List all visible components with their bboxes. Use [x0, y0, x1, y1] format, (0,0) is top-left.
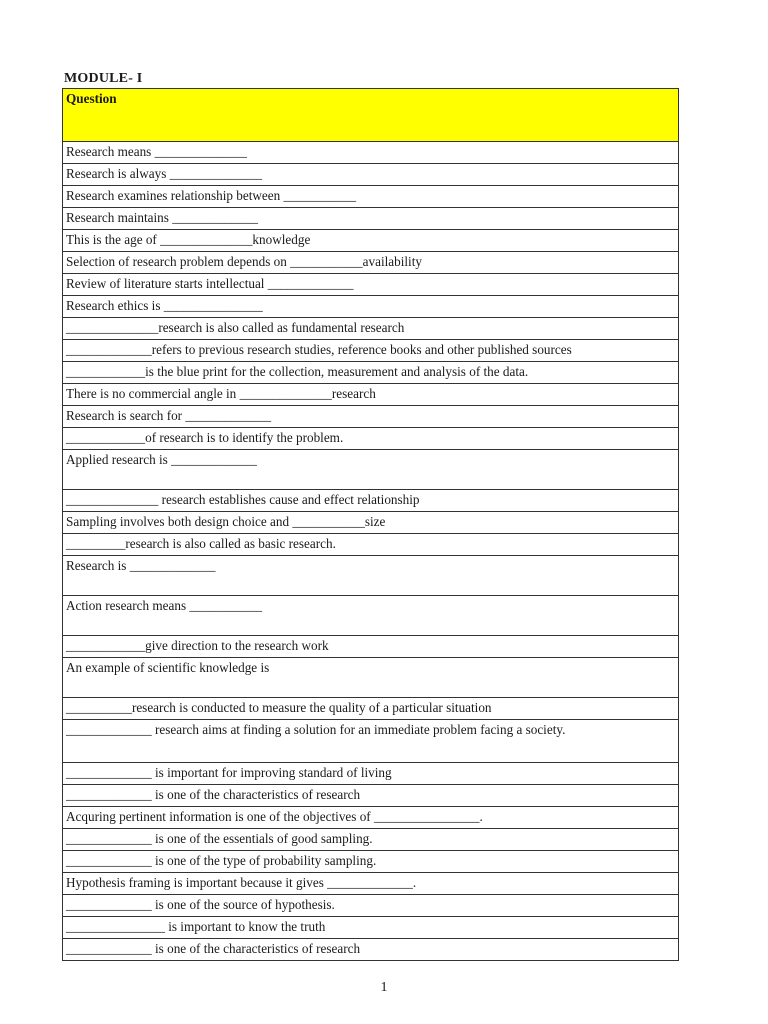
question-cell: Hypothesis framing is important because it gives _____________. [63, 873, 679, 895]
table-row [63, 406, 679, 428]
table-header-cell: Question [63, 89, 679, 142]
question-cell: _____________ is important for improving standard of living [63, 763, 679, 785]
question-cell: Applied research is _____________ [63, 450, 679, 490]
table-row [63, 556, 679, 596]
question-cell: Research examines relationship between ___________ [63, 186, 679, 208]
table-row [63, 851, 679, 873]
table-row [63, 384, 679, 406]
question-cell: _____________ is one of the essentials of good sampling. [63, 829, 679, 851]
table-row [63, 208, 679, 230]
table-row [63, 296, 679, 318]
question-cell: This is the age of ______________knowledge [63, 230, 679, 252]
table-row [63, 698, 679, 720]
question-cell: ____________give direction to the research work [63, 636, 679, 658]
module-title: MODULE- I [64, 71, 143, 86]
question-cell: Acquring pertinent information is one of the objectives of ________________. [63, 807, 679, 829]
table-row [63, 428, 679, 450]
table-row [63, 164, 679, 186]
question-cell: Selection of research problem depends on ___________availability [63, 252, 679, 274]
table-row [63, 895, 679, 917]
question-cell: __________research is conducted to measure the quality of a particular situation [63, 698, 679, 720]
table-row [63, 636, 679, 658]
table-row [63, 720, 679, 763]
table-row [63, 917, 679, 939]
question-cell: Sampling involves both design choice and ___________size [63, 512, 679, 534]
question-table [62, 88, 679, 961]
table-row [63, 490, 679, 512]
table-row [63, 873, 679, 895]
question-cell: _____________ is one of the characteristics of research [63, 785, 679, 807]
page-number: 1 [380, 980, 388, 995]
question-cell: Action research means ___________ [63, 596, 679, 636]
table-row [63, 230, 679, 252]
question-cell: _____________ is one of the type of probability sampling. [63, 851, 679, 873]
question-cell: Research is always ______________ [63, 164, 679, 186]
question-cell: _____________refers to previous research studies, reference books and other published sources [63, 340, 679, 362]
table-row [63, 829, 679, 851]
question-cell: ____________is the blue print for the collection, measurement and analysis of the data. [63, 362, 679, 384]
table-row [63, 512, 679, 534]
question-cell: Research maintains _____________ [63, 208, 679, 230]
table-row [63, 596, 679, 636]
table-row [63, 362, 679, 384]
question-cell: Research is _____________ [63, 556, 679, 596]
table-row [63, 340, 679, 362]
table-row [63, 318, 679, 340]
table-row [63, 252, 679, 274]
question-cell: ______________research is also called as fundamental research [63, 318, 679, 340]
table-row [63, 785, 679, 807]
question-cell: _____________ is one of the source of hypothesis. [63, 895, 679, 917]
question-cell: Research ethics is _______________ [63, 296, 679, 318]
table-row [63, 807, 679, 829]
table-row [63, 763, 679, 785]
table-row [63, 939, 679, 961]
question-cell: An example of scientific knowledge is [63, 658, 679, 698]
question-cell: _______________ is important to know the truth [63, 917, 679, 939]
question-cell: ____________of research is to identify the problem. [63, 428, 679, 450]
question-cell: Review of literature starts intellectual _____________ [63, 274, 679, 296]
table-row [63, 274, 679, 296]
question-cell: _________research is also called as basic research. [63, 534, 679, 556]
question-cell: _____________ research aims at finding a solution for an immediate problem facing a society. [63, 720, 679, 763]
question-cell: _____________ is one of the characteristics of research [63, 939, 679, 961]
table-header-row [63, 89, 679, 142]
question-cell: Research means ______________ [63, 142, 679, 164]
table-row [63, 450, 679, 490]
table-row [63, 186, 679, 208]
table-row [63, 534, 679, 556]
question-cell: ______________ research establishes cause and effect relationship [63, 490, 679, 512]
question-cell: Research is search for _____________ [63, 406, 679, 428]
table-row [63, 658, 679, 698]
table-row [63, 142, 679, 164]
question-cell: There is no commercial angle in ______________research [63, 384, 679, 406]
